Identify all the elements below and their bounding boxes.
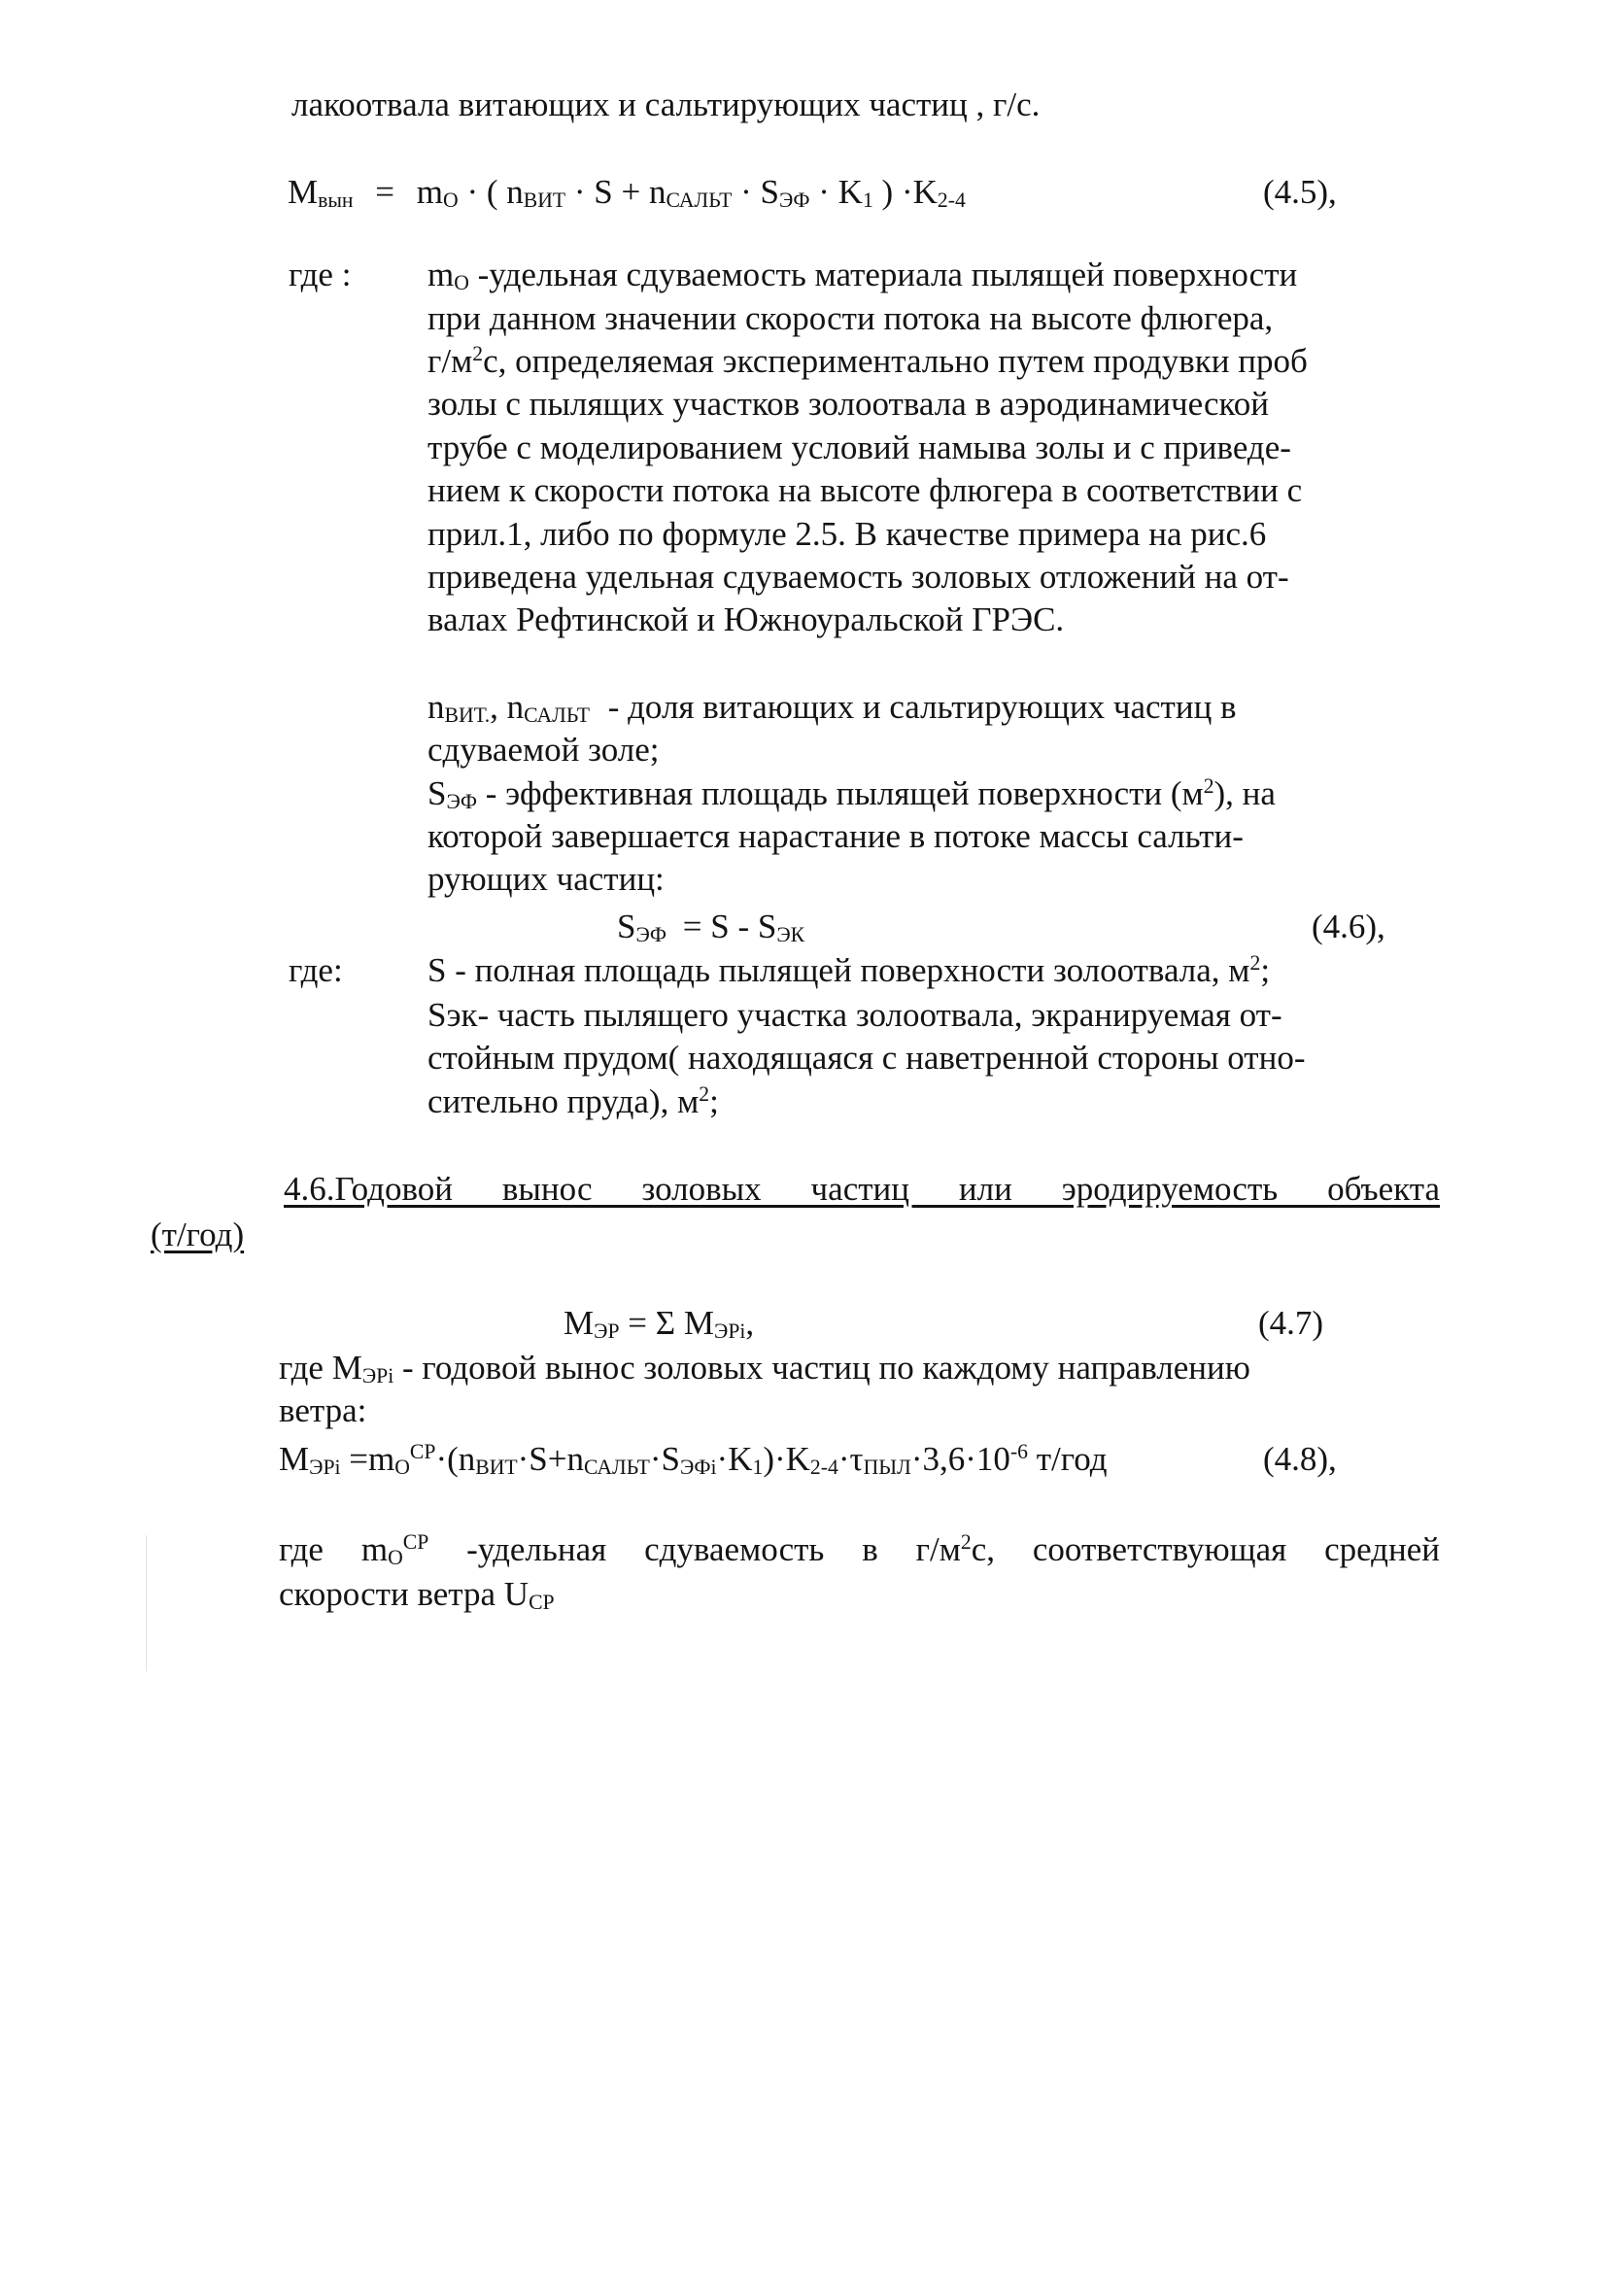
section-heading: 4.6.Годовой вынос золовых частиц или эродируемость объекта	[284, 1170, 1440, 1208]
text-line: $г/м^2с$, определяемая экспериментально путем продувки проб	[427, 342, 1308, 380]
equation-number: (4.5),	[1263, 173, 1337, 211]
text-line: при данном значении скорости потока на высоте флюгера,	[427, 299, 1274, 337]
text-line: $n_{ВИТ.}$, $n_{САЛЬТ}$ - доля витающих и сальтирующих частиц в	[427, 688, 1237, 727]
text-line: прил.1, либо по формуле 2.5. В качестве примера на рис.6	[427, 515, 1267, 553]
equation-number: (4.6),	[1312, 908, 1385, 945]
text-line: ветра:	[279, 1391, 367, 1429]
text-line: золы с пылящих участков золоотвала в аэродинамической	[427, 385, 1270, 423]
text-line: лакоотвала витающих и сальтирующих частиц , г/с.	[291, 86, 1041, 123]
text-line: сительно пруда), $м^2$;	[427, 1082, 719, 1120]
text-line: $m_O$ -удельная сдуваемость материала пылящей поверхности	[427, 256, 1298, 294]
text-line: приведена удельная сдуваемость золовых отложений на от-	[427, 558, 1289, 596]
text-line: Sэк- часть пылящего участка золоотвала, экранируемая от-	[427, 996, 1282, 1034]
scan-margin-line	[146, 1535, 147, 1671]
text-line: трубе с моделированием условий намыва золы и с приведе-	[427, 428, 1291, 466]
where-label: где :	[289, 256, 352, 293]
formula-4-8: $М_{ЭРi} =m_O^{СР}\cdot(n_{ВИТ}\cdot S+n_{САЛЬТ}\cdot S_{ЭФi}\cdot K_1)\cdot K_{2-4}\cdot\tau_{ПЫЛ}\cdot 3,6\cdot 10^{-6}$ т/год	[279, 1440, 1108, 1479]
text-line: S - полная площадь пылящей поверхности золоотвала, $м^2$;	[427, 951, 1271, 989]
text-line: скорости ветра $U_{СР}$	[279, 1575, 555, 1614]
formula-4-7: $М_{ЭР} = \Sigma$ $М_{ЭРi}$,	[564, 1304, 755, 1343]
where-label: где:	[289, 951, 343, 989]
section-heading-unit: (т/год)	[151, 1216, 245, 1253]
text-line: $S_{ЭФ}$ - эффективная площадь пылящей поверхности $(м^2)$, на	[427, 774, 1276, 813]
text-line: которой завершается нарастание в потоке массы сальти-	[427, 817, 1244, 855]
text-line: валах Рефтинской и Южноуральской ГРЭС.	[427, 600, 1065, 638]
formula-4-5: $М_{вын} = m_O$ · ( $n_{ВИТ} \cdot S + n_{САЛЬТ} \cdot S_{ЭФ} \cdot K_1$ ) $\cdot K_{2-4}$	[288, 173, 966, 212]
text-line: рующих частиц:	[427, 860, 665, 898]
text-line: сдуваемой золе;	[427, 731, 660, 769]
formula-4-6: $S_{ЭФ} = S - S_{ЭК}$	[617, 908, 805, 946]
text-line: где $m_O^{СР}$ -удельная сдуваемость в $г/м^2с$, соответствующая средней	[279, 1530, 1440, 1569]
text-line: нием к скорости потока на высоте флюгера в соответствии с	[427, 471, 1303, 509]
text-line: стойным прудом( находящаяся с наветренной стороны отно-	[427, 1039, 1306, 1077]
equation-number: (4.8),	[1263, 1440, 1337, 1478]
text-line: где $М_{ЭРi}$ - годовой вынос золовых частиц по каждому направлению	[279, 1349, 1250, 1388]
equation-number: (4.7)	[1258, 1304, 1324, 1342]
